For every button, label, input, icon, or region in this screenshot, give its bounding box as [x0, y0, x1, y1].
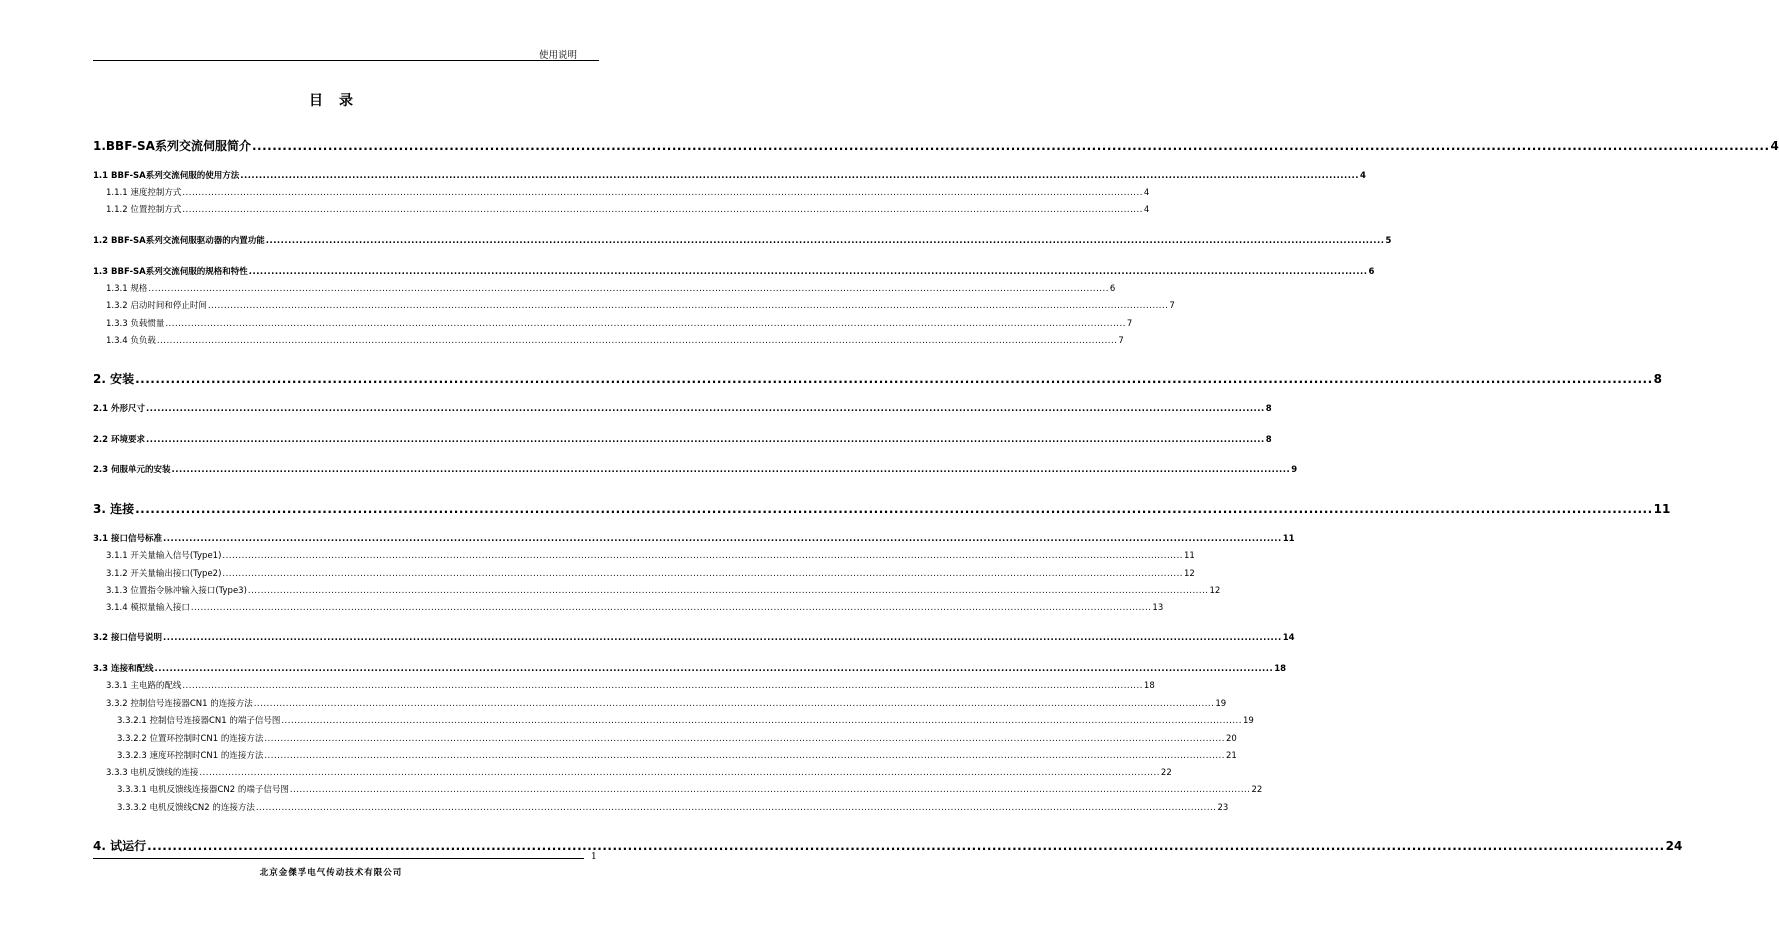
toc-entry[interactable]	[106, 549, 1195, 561]
toc-entry-page: 4	[1143, 188, 1150, 198]
toc-entry-page: 18	[1143, 681, 1155, 691]
toc-entry-page: 11	[1653, 502, 1671, 516]
toc-entry-label: 1.1 BBF-SA系列交流伺服的使用方法	[93, 171, 240, 181]
toc-entry[interactable]	[117, 783, 1263, 795]
toc-entry[interactable]	[106, 317, 1133, 329]
toc-leader-dots: ............................................................................................................................................................................................................................................................................................................	[255, 803, 1217, 813]
toc-entry-page: 8	[1265, 404, 1272, 414]
toc-entry[interactable]	[106, 584, 1221, 596]
footer-divider	[93, 858, 584, 859]
toc-entry-page: 22	[1251, 785, 1263, 795]
toc-leader-dots: ............................................................................................................................................................................................................................................................................................................	[264, 734, 1225, 744]
toc-leader-dots: ............................................................................................................................................................................................................................................................................................................	[156, 336, 1118, 346]
toc-entry-label: 1.3.4 负负载	[106, 336, 156, 346]
toc-entry-label: 3.3.2.2 位置环控制时CN1 的连接方法	[117, 734, 264, 744]
toc-entry-page: 14	[1282, 633, 1295, 643]
toc-leader-dots: ............................................................................................................................................................................................................................................................................................................	[171, 465, 1291, 475]
toc-leader-dots: ............................................................................................................................................................................................................................................................................................................	[222, 551, 1183, 561]
toc-entry-label: 1.3.2 启动时间和停止时间	[106, 301, 207, 311]
toc-entry[interactable]	[93, 402, 1272, 414]
toc-entry[interactable]	[93, 234, 1392, 246]
toc-entry-page: 4	[1770, 139, 1779, 153]
toc-entry-label: 1.3.3 负载惯量	[106, 319, 165, 329]
toc-entry-label: 3.1.4 模拟量输入接口	[106, 603, 190, 613]
toc-entry[interactable]	[106, 203, 1150, 215]
toc-entry[interactable]	[106, 601, 1164, 613]
toc-leader-dots: ............................................................................................................................................................................................................................................................................................................	[182, 188, 1143, 198]
toc-entry-page: 24	[1665, 839, 1683, 853]
toc-entry[interactable]	[93, 169, 1366, 181]
toc-entry[interactable]	[93, 370, 1663, 387]
toc-entry-page: 18	[1274, 664, 1287, 674]
footer-company: 北京金傑孚电气传动技术有限公司	[259, 868, 403, 878]
toc-entry[interactable]	[106, 334, 1124, 346]
toc-entry-label: 3.3.2 控制信号连接器CN1 的连接方法	[106, 699, 253, 709]
toc-leader-dots: ............................................................................................................................................................................................................................................................................................................	[222, 569, 1183, 579]
toc-leader-dots: ............................................................................................................................................................................................................................................................................................................	[199, 768, 1160, 778]
toc-entry-label: 4. 试运行	[93, 839, 147, 853]
toc-leader-dots: ............................................................................................................................................................................................................................................................................................................	[281, 716, 1242, 726]
toc-entry-label: 2. 安装	[93, 372, 135, 386]
toc-entry-label: 1.BBF-SA系列交流伺服简介	[93, 139, 251, 153]
toc-entry-label: 3.2 接口信号说明	[93, 633, 163, 643]
toc-entry-page: 12	[1183, 569, 1195, 579]
toc-entry-page: 22	[1160, 768, 1172, 778]
toc-leader-dots: ............................................................................................................................................................................................................................................................................................................	[163, 534, 1282, 544]
toc-entry[interactable]	[93, 433, 1272, 445]
page-title: 目录	[309, 93, 369, 109]
toc-entry-page: 7	[1169, 301, 1175, 311]
toc-leader-dots: ............................................................................................................................................................................................................................................................................................................	[190, 603, 1152, 613]
toc-entry[interactable]	[93, 837, 1683, 854]
toc-leader-dots: ............................................................................................................................................................................................................................................................................................................	[289, 785, 1251, 795]
toc-entry[interactable]	[106, 697, 1227, 709]
toc-leader-dots: ............................................................................................................................................................................................................................................................................................................	[165, 319, 1126, 329]
toc-entry[interactable]	[93, 631, 1295, 643]
toc-entry-label: 3.3.3.1 电机反馈线连接器CN2 的端子信号图	[117, 785, 289, 795]
toc-entry-label: 3.3.3.2 电机反馈线CN2 的连接方法	[117, 803, 255, 813]
toc-leader-dots: ............................................................................................................................................................................................................................................................................................................	[146, 435, 1265, 445]
toc-entry-label: 3.1.1 开关量输入信号(Type1)	[106, 551, 222, 561]
toc-entry-page: 4	[1143, 205, 1150, 215]
toc-entry[interactable]	[93, 500, 1671, 517]
toc-leader-dots: ............................................................................................................................................................................................................................................................................................................	[147, 839, 1665, 853]
header-doc-label: 使用说明	[538, 50, 577, 61]
toc-entry-page: 7	[1118, 336, 1124, 346]
toc-entry-page: 8	[1265, 435, 1272, 445]
toc-entry-page: 13	[1152, 603, 1164, 613]
toc-entry[interactable]	[106, 567, 1195, 579]
toc-leader-dots: ............................................................................................................................................................................................................................................................................................................	[265, 236, 1385, 246]
toc-entry[interactable]	[93, 532, 1295, 544]
toc-entry-page: 11	[1183, 551, 1195, 561]
page-header	[93, 40, 599, 61]
toc-leader-dots: ............................................................................................................................................................................................................................................................................................................	[182, 681, 1143, 691]
toc-entry-page: 4	[1359, 171, 1366, 181]
toc-entry-label: 1.1.2 位置控制方式	[106, 205, 182, 215]
toc-leader-dots: ............................................................................................................................................................................................................................................................................................................	[240, 171, 1359, 181]
toc-leader-dots: ............................................................................................................................................................................................................................................................................................................	[182, 205, 1143, 215]
toc-entry-label: 2.1 外形尺寸	[93, 404, 146, 414]
toc-entry-label: 3.3 连接和配线	[93, 664, 154, 674]
toc-entry-page: 11	[1282, 534, 1295, 544]
toc-entry-label: 3.3.2.1 控制信号连接器CN1 的端子信号图	[117, 716, 281, 726]
toc-entry[interactable]	[93, 137, 1779, 154]
toc-entry-label: 1.2 BBF-SA系列交流伺服驱动器的内置功能	[93, 236, 265, 246]
toc-entry[interactable]	[93, 662, 1287, 674]
toc-leader-dots: ............................................................................................................................................................................................................................................................................................................	[135, 502, 1653, 516]
toc-entry-label: 1.3.1 规格	[106, 284, 148, 294]
toc-entry[interactable]	[117, 732, 1237, 744]
toc-entry-page: 19	[1242, 716, 1254, 726]
toc-leader-dots: ............................................................................................................................................................................................................................................................................................................	[163, 633, 1282, 643]
toc-entry[interactable]	[106, 766, 1172, 778]
toc-leader-dots: ............................................................................................................................................................................................................................................................................................................	[251, 139, 1770, 153]
toc-entry-page: 21	[1225, 751, 1237, 761]
toc-entry[interactable]	[106, 299, 1175, 311]
toc-entry-page: 12	[1209, 586, 1221, 596]
toc-entry-page: 6	[1109, 284, 1116, 294]
toc-leader-dots: ............................................................................................................................................................................................................................................................................................................	[146, 404, 1265, 414]
toc-entry-label: 3.1.3 位置指令脉冲输入接口(Type3)	[106, 586, 247, 596]
toc-entry[interactable]	[106, 679, 1155, 691]
toc-entry-label: 3.3.2.3 速度环控制时CN1 的连接方法	[117, 751, 264, 761]
toc-entry-page: 9	[1291, 465, 1298, 475]
toc-entry-label: 3.1 接口信号标准	[93, 534, 163, 544]
toc-leader-dots: ............................................................................................................................................................................................................................................................................................................	[248, 267, 1368, 277]
toc-entry[interactable]	[117, 714, 1254, 726]
toc-entry-label: 2.2 环境要求	[93, 435, 146, 445]
toc-entry[interactable]	[93, 463, 1298, 475]
toc-entry-label: 3. 连接	[93, 502, 135, 516]
toc-entry-label: 1.3 BBF-SA系列交流伺服的规格和特性	[93, 267, 248, 277]
footer-page-number: 1	[591, 852, 597, 862]
toc-entry-page: 23	[1217, 803, 1229, 813]
toc-entry-label: 3.1.2 开关量输出接口(Type2)	[106, 569, 222, 579]
toc-entry[interactable]	[117, 801, 1229, 813]
toc-leader-dots: ............................................................................................................................................................................................................................................................................................................	[148, 284, 1109, 294]
toc-entry[interactable]	[93, 265, 1375, 277]
toc-entry[interactable]	[106, 186, 1150, 198]
toc-entry-page: 6	[1368, 267, 1375, 277]
toc-entry-page: 20	[1225, 734, 1237, 744]
toc-entry-label: 1.1.1 速度控制方式	[106, 188, 182, 198]
toc-entry-page: 5	[1385, 236, 1392, 246]
toc-entry-label: 3.3.1 主电路的配线	[106, 681, 182, 691]
toc-entry-page: 8	[1653, 372, 1663, 386]
toc-leader-dots: ............................................................................................................................................................................................................................................................................................................	[207, 301, 1169, 311]
toc-entry-label: 2.3 伺服单元的安装	[93, 465, 171, 475]
toc-leader-dots: ............................................................................................................................................................................................................................................................................................................	[135, 372, 1653, 386]
toc-entry-label: 3.3.3 电机反馈线的连接	[106, 768, 199, 778]
toc-leader-dots: ............................................................................................................................................................................................................................................................................................................	[247, 586, 1209, 596]
toc-leader-dots: ............................................................................................................................................................................................................................................................................................................	[264, 751, 1225, 761]
toc-entry[interactable]	[106, 282, 1116, 294]
toc-leader-dots: ............................................................................................................................................................................................................................................................................................................	[253, 699, 1215, 709]
toc-leader-dots: ............................................................................................................................................................................................................................................................................................................	[154, 664, 1274, 674]
toc-entry-page: 19	[1215, 699, 1227, 709]
toc-entry-page: 7	[1126, 319, 1133, 329]
toc-entry[interactable]	[117, 749, 1237, 761]
